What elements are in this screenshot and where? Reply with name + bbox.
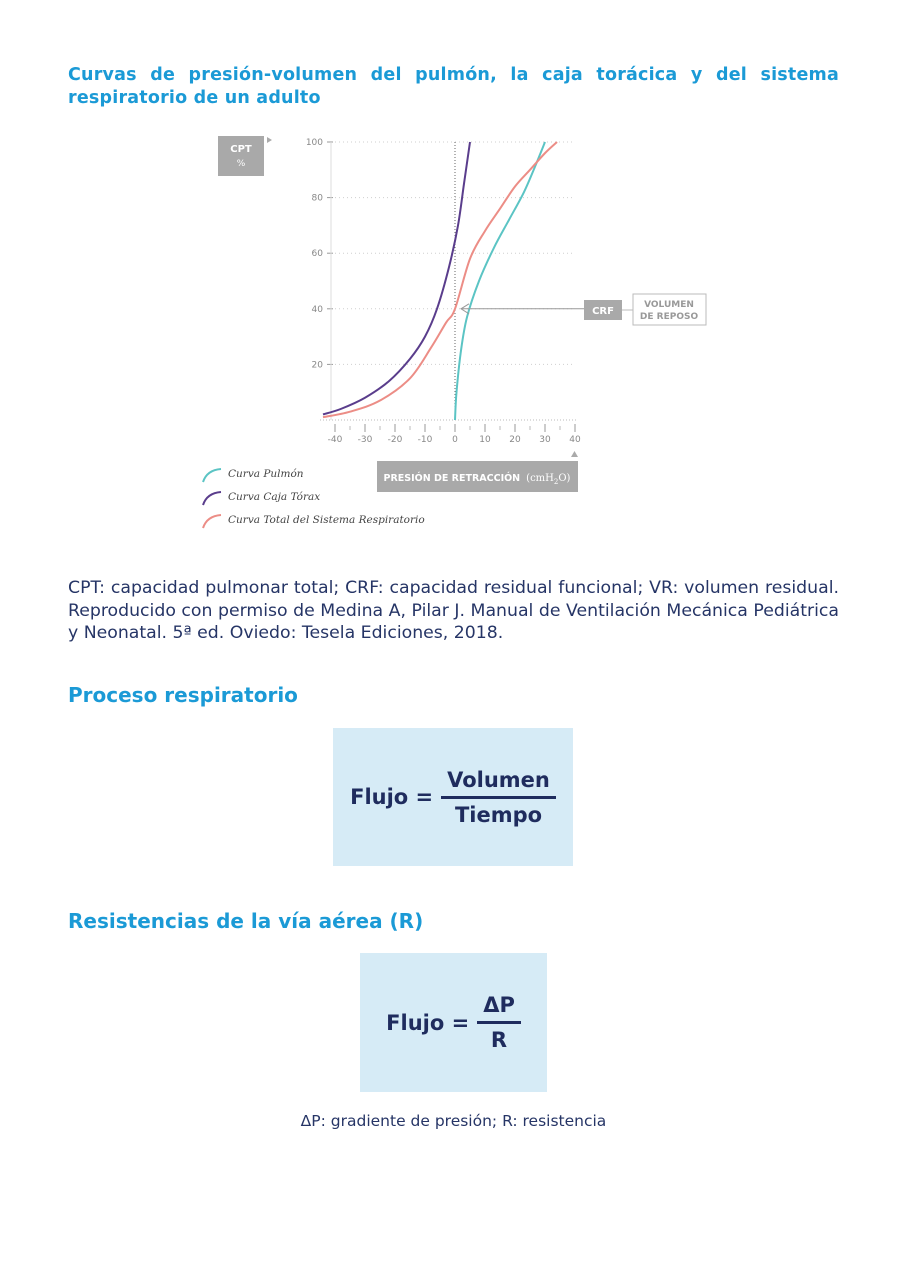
formula-note: ΔP: gradiente de presión; R: resistencia [300,1112,607,1130]
numerator: ΔP [477,993,521,1024]
curve-total [323,142,557,417]
section-title-proceso: Proceso respiratorio [68,683,298,707]
x-tick-label: -10 [417,435,433,445]
x-tick-label: 30 [539,435,551,445]
chart-title: Curvas de presión-volumen del pulmón, la caja torácica y del sistema respiratorio de un adulto [68,65,839,108]
legend-item-pulmon: Curva Pulmón [228,468,304,480]
x-axis-arrow-icon [571,451,578,457]
legend-item-total: Curva Total del Sistema Respiratorio [228,514,425,526]
fraction [441,768,556,827]
volumen-reposo-line2: DE REPOSO [639,312,699,322]
legend-item-caja-torax: Curva Caja Tórax [228,491,321,503]
x-axis-label: PRESIÓN DE RETRACCIÓN (cmH$_2$O) [383,473,571,486]
formula-flujo-presion [360,953,547,1092]
crf-label: CRF [592,306,614,317]
formula-flujo-volumen [333,728,573,866]
y-tick-label: 60 [311,249,323,260]
volumen-reposo-line1: VOLUMEN [644,300,694,310]
y-axis-arrow-icon [267,137,272,143]
legend-swatch-pulmon [203,469,221,482]
legend-swatch-total [203,515,221,528]
y-axis-unit: % [236,159,246,169]
x-tick-label: 40 [569,435,581,445]
curve-pulmon [455,142,545,420]
section-title-resistencias: Resistencias de la vía aérea (R) [68,909,424,933]
y-tick-label: 100 [305,138,323,148]
formula-lhs: Flujo = [350,785,434,809]
y-axis-box [218,136,264,176]
figure-caption: CPT: capacidad pulmonar total; CRF: capacidad residual funcional; VR: volumen residual. Reproducido con permiso de Medina A, Pilar J. Manual de Ventilación Mecánica Pediátrica y Neonatal. 5ª ed. Oviedo: Tesela Ediciones, 2018. [68,578,839,643]
y-tick-label: 40 [311,304,323,315]
fraction [477,993,521,1052]
y-tick-label: 20 [311,360,323,371]
pressure-volume-chart [195,130,715,540]
legend-swatch-caja-torax [203,492,221,505]
curve-caja-torax [323,142,470,414]
denominator: R [490,1028,508,1052]
x-tick-label: 20 [509,435,521,445]
x-tick-label: -30 [357,435,373,445]
x-tick-label: -40 [327,435,343,445]
formula-lhs: Flujo = [386,1010,470,1035]
denominator: Tiempo [454,802,543,827]
x-tick-label: 0 [452,435,458,445]
numerator: Volumen [441,768,556,799]
y-tick-label: 80 [311,193,323,204]
x-tick-label: -20 [387,435,403,445]
y-axis-label: CPT [230,144,252,155]
x-tick-label: 10 [479,435,491,445]
